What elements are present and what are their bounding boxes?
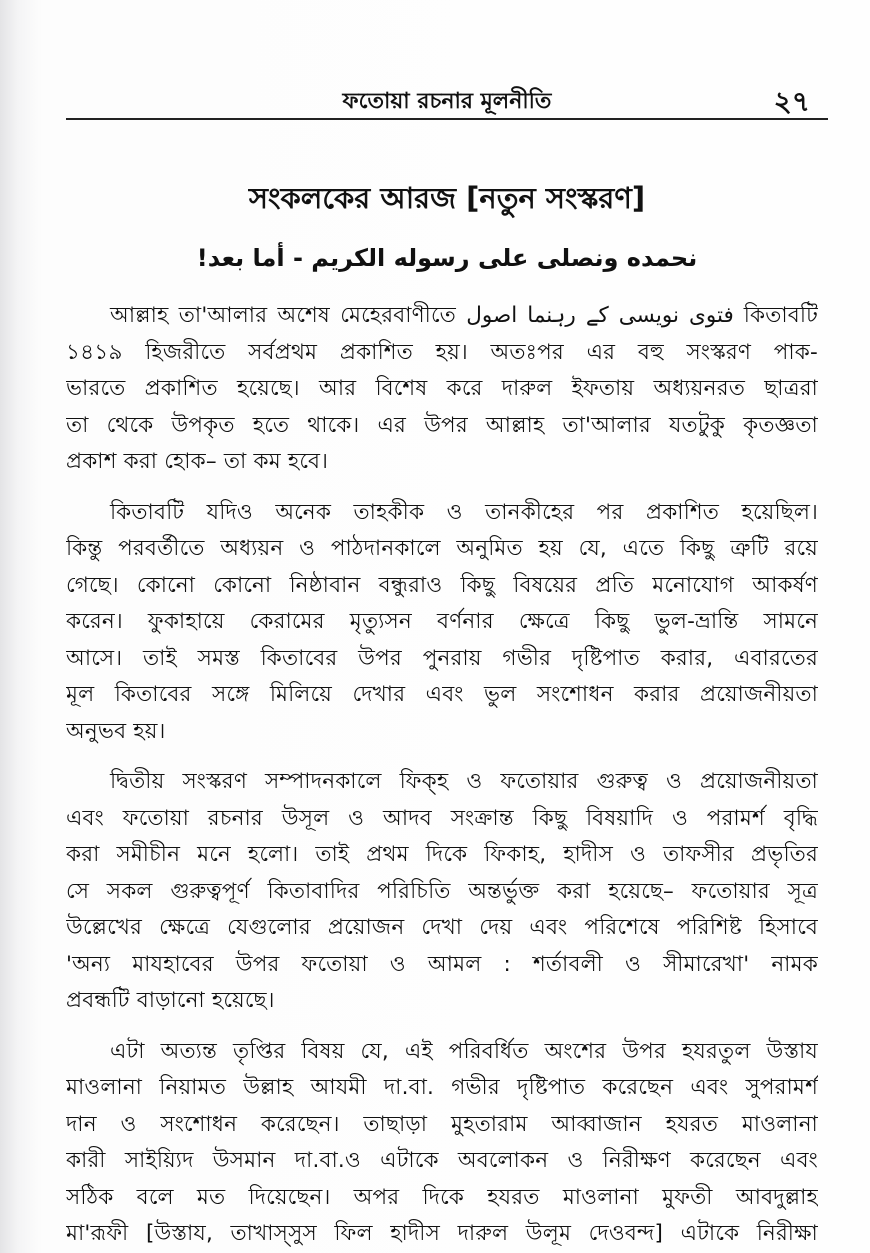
text-line: প্রবন্ধটি বাড়ানো হয়েছে। <box>66 988 275 1013</box>
text-line: সঠিক বলে মত দিয়েছেন। অপর দিকে হযরত মাওলানা মুফতী আবদুল্লাহ <box>66 1184 818 1210</box>
text-line: করা সমীচীন মনে হলো। তাই প্রথম দিকে ফিকাহ, হাদীস ও তাফসীর প্রভৃতির <box>66 842 818 867</box>
section-heading: সংকলকের আরজ [নতুন সংস্করণ] <box>248 181 646 215</box>
paragraph <box>66 298 818 481</box>
text-line: এবং ফতোয়া রচনার উসূল ও আদব সংক্রান্ত কিছু বিষয়াদি ও পরামর্শ বৃদ্ধি <box>66 805 818 831</box>
text-line: আসে। তাই সমস্ত কিতাবের উপর পুনরায় গভীর দৃষ্টিপাত করার, এবারতের <box>66 645 818 671</box>
body-text <box>66 298 818 1253</box>
text-line: দান ও সংশোধন করেছেন। তাছাড়া মুহতারাম আব্বাজান হযরত মাওলানা <box>66 1111 818 1137</box>
text-line: উল্লেখের ক্ষেত্রে যেগুলোর প্রয়োজন দেখা দেয় এবং পরিশেষে পরিশিষ্ট হিসাবে <box>66 915 818 940</box>
text-line: দ্বিতীয় সংস্করণ সম্পাদনকালে ফিক্‌হ ও ফতোয়ার গুরুত্ব ও প্রয়োজনীয়তা <box>110 769 818 794</box>
paragraph <box>66 764 818 1020</box>
text-line: সে সকল গুরুত্বপূর্ণ কিতাবাদির পরিচিতি অন্তর্ভুক্ত করা হয়েছে– ফতোয়ার সূত্র <box>66 878 818 904</box>
text-line: কারী সাইয়্যিদ উসমান দা.বা.ও এটাকে অবলোকন ও নিরীক্ষণ করেছেন এবং <box>66 1148 818 1173</box>
paragraph <box>66 495 818 751</box>
text-line: আল্লাহ তা'আলার অশেষ মেহেরবাণীতে فتوى نويسى كے رہنما اصول কিতাবটি <box>110 303 818 328</box>
text-line: এটা অত্যন্ত তৃপ্তির বিষয় যে, এই পরিবর্ধিত অংশের উপর হযরতুল উস্তায <box>110 1038 818 1064</box>
page-number: ২৭ <box>773 85 810 118</box>
text-line: মাওলানা নিয়ামত উল্লাহ আযমী দা.বা. গভীর দৃষ্টিপাত করেছেন এবং সুপরামর্শ <box>66 1075 818 1100</box>
text-line: করেন। ফুকাহায়ে কেরামের মৃত্যুসন বর্ণনার ক্ষেত্রে কিছু ভুল-ভ্রান্তি সামনে <box>66 609 818 634</box>
text-line: 'অন্য মাযহাবের উপর ফতোয়া ও আমল : শর্তাবলী ও সীমারেখা' নামক <box>66 951 818 977</box>
text-line: মূল কিতাবের সঙ্গে মিলিয়ে দেখার এবং ভুল সংশোধন করার প্রয়োজনীয়তা <box>66 682 818 707</box>
text-line: ভারতে প্রকাশিত হয়েছে। আর বিশেষ করে দারুল ইফতায় অধ্যয়নরত ছাত্ররা <box>66 376 818 401</box>
text-line: কিন্তু পরবর্তীতে অধ্যয়ন ও পাঠদানকালে অনুমিত হয় যে, এতে কিছু ত্রুটি রয়ে <box>66 536 818 561</box>
text-line: গেছে। কোনো কোনো নিষ্ঠাবান বন্ধুরাও কিছু বিষয়ের প্রতি মনোযোগ আকর্ষণ <box>66 572 818 598</box>
arabic-invocation: نحمده ونصلى على رسوله الكريم - أما بعد! <box>196 244 698 272</box>
running-header <box>66 78 828 120</box>
text-line: মা'রূফী [উস্তায, তাখাস্‌সুস ফিল হাদীস দারুল উলূম দেওবন্দ] এটাকে নিরীক্ষা <box>66 1221 818 1246</box>
text-line: কিতাবটি যদিও অনেক তাহকীক ও তানকীহের পর প্রকাশিত হয়েছিল। <box>110 499 818 525</box>
running-title: ফতোয়া রচনার মূলনীতি <box>342 89 552 114</box>
paragraph <box>66 1034 818 1253</box>
text-line: ১৪১৯ হিজরীতে সর্বপ্রথম প্রকাশিত হয়। অতঃপর এর বহু সংস্করণ পাক- <box>66 339 818 365</box>
text-line: প্রকাশ করা হোক– তা কম হবে। <box>66 449 329 474</box>
text-line: তা থেকে উপকৃত হতে থাকে। এর উপর আল্লাহ তা'আলার যতটুকু কৃতজ্ঞতা <box>66 412 818 438</box>
text-line: অনুভব হয়। <box>66 718 166 744</box>
